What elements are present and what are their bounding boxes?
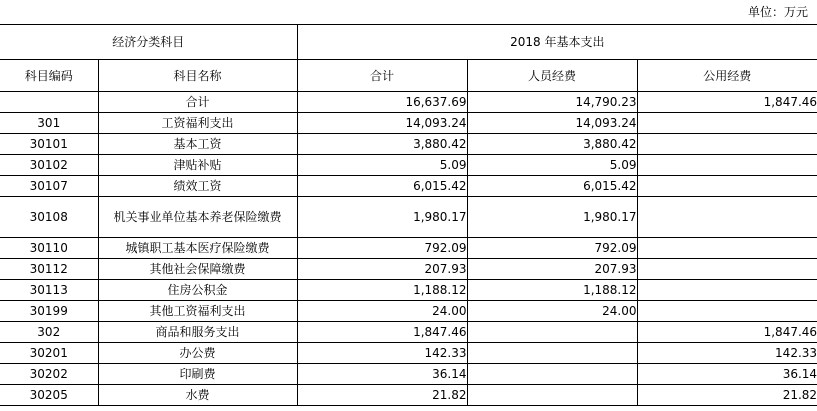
table-row <box>0 259 817 280</box>
row-code: 301 <box>0 113 98 134</box>
row-name: 其他社会保障缴费 <box>98 259 297 280</box>
row-code: 30112 <box>0 259 98 280</box>
table-row <box>0 301 817 322</box>
row-code: 30202 <box>0 364 98 385</box>
table-row <box>0 92 817 113</box>
budget-table <box>0 24 817 406</box>
row-personnel: 792.09 <box>467 238 637 259</box>
row-code <box>0 92 98 113</box>
row-total: 21.82 <box>297 385 467 406</box>
header-row-group <box>0 25 817 60</box>
row-personnel: 1,980.17 <box>467 197 637 238</box>
row-code: 30110 <box>0 238 98 259</box>
row-personnel: 1,188.12 <box>467 280 637 301</box>
table-row <box>0 238 817 259</box>
header-total: 合计 <box>297 60 467 92</box>
row-total: 3,880.42 <box>297 134 467 155</box>
header-row-columns <box>0 60 817 92</box>
row-code: 30201 <box>0 343 98 364</box>
table-row <box>0 343 817 364</box>
row-name: 商品和服务支出 <box>98 322 297 343</box>
table-row <box>0 113 817 134</box>
row-name: 津贴补贴 <box>98 155 297 176</box>
header-personnel: 人员经费 <box>467 60 637 92</box>
row-total: 6,015.42 <box>297 176 467 197</box>
row-total: 14,093.24 <box>297 113 467 134</box>
row-code: 30101 <box>0 134 98 155</box>
row-personnel <box>467 322 637 343</box>
row-public: 1,847.46 <box>637 92 817 113</box>
row-public <box>637 155 817 176</box>
table-row <box>0 176 817 197</box>
row-public <box>637 280 817 301</box>
table-row <box>0 364 817 385</box>
row-code: 30102 <box>0 155 98 176</box>
table-row <box>0 134 817 155</box>
row-code: 302 <box>0 322 98 343</box>
header-code: 科目编码 <box>0 60 98 92</box>
row-name: 绩效工资 <box>98 176 297 197</box>
row-name: 印刷费 <box>98 364 297 385</box>
row-name: 住房公积金 <box>98 280 297 301</box>
row-public: 1,847.46 <box>637 322 817 343</box>
table-row <box>0 280 817 301</box>
row-code: 30107 <box>0 176 98 197</box>
header-name: 科目名称 <box>98 60 297 92</box>
row-public <box>637 259 817 280</box>
row-name: 基本工资 <box>98 134 297 155</box>
row-public <box>637 301 817 322</box>
row-total: 792.09 <box>297 238 467 259</box>
row-public: 142.33 <box>637 343 817 364</box>
row-total: 142.33 <box>297 343 467 364</box>
row-name: 合计 <box>98 92 297 113</box>
row-code: 30113 <box>0 280 98 301</box>
header-public: 公用经费 <box>637 60 817 92</box>
row-total: 36.14 <box>297 364 467 385</box>
row-name: 工资福利支出 <box>98 113 297 134</box>
row-public <box>637 176 817 197</box>
row-public <box>637 197 817 238</box>
row-code: 30108 <box>0 197 98 238</box>
row-personnel: 24.00 <box>467 301 637 322</box>
row-personnel <box>467 364 637 385</box>
row-name: 办公费 <box>98 343 297 364</box>
unit-label: 单位：万元 <box>747 5 808 19</box>
row-personnel: 3,880.42 <box>467 134 637 155</box>
row-total: 24.00 <box>297 301 467 322</box>
row-personnel <box>467 385 637 406</box>
row-name: 城镇职工基本医疗保险缴费 <box>98 238 297 259</box>
row-public: 36.14 <box>637 364 817 385</box>
table-row <box>0 322 817 343</box>
row-total: 1,847.46 <box>297 322 467 343</box>
row-name: 机关事业单位基本养老保险缴费 <box>98 197 297 238</box>
row-personnel <box>467 343 637 364</box>
row-code: 30205 <box>0 385 98 406</box>
row-personnel: 14,790.23 <box>467 92 637 113</box>
row-code: 30199 <box>0 301 98 322</box>
row-public: 21.82 <box>637 385 817 406</box>
header-year-group: 2018 年基本支出 <box>297 25 817 60</box>
table-row <box>0 155 817 176</box>
row-personnel: 207.93 <box>467 259 637 280</box>
row-public <box>637 238 817 259</box>
row-total: 1,980.17 <box>297 197 467 238</box>
row-total: 16,637.69 <box>297 92 467 113</box>
row-total: 5.09 <box>297 155 467 176</box>
row-total: 207.93 <box>297 259 467 280</box>
row-personnel: 6,015.42 <box>467 176 637 197</box>
row-personnel: 14,093.24 <box>467 113 637 134</box>
row-public <box>637 134 817 155</box>
table-row <box>0 385 817 406</box>
table-row <box>0 197 817 238</box>
row-public <box>637 113 817 134</box>
header-category-group: 经济分类科目 <box>0 25 297 60</box>
row-total: 1,188.12 <box>297 280 467 301</box>
row-personnel: 5.09 <box>467 155 637 176</box>
row-name: 其他工资福利支出 <box>98 301 297 322</box>
row-name: 水费 <box>98 385 297 406</box>
